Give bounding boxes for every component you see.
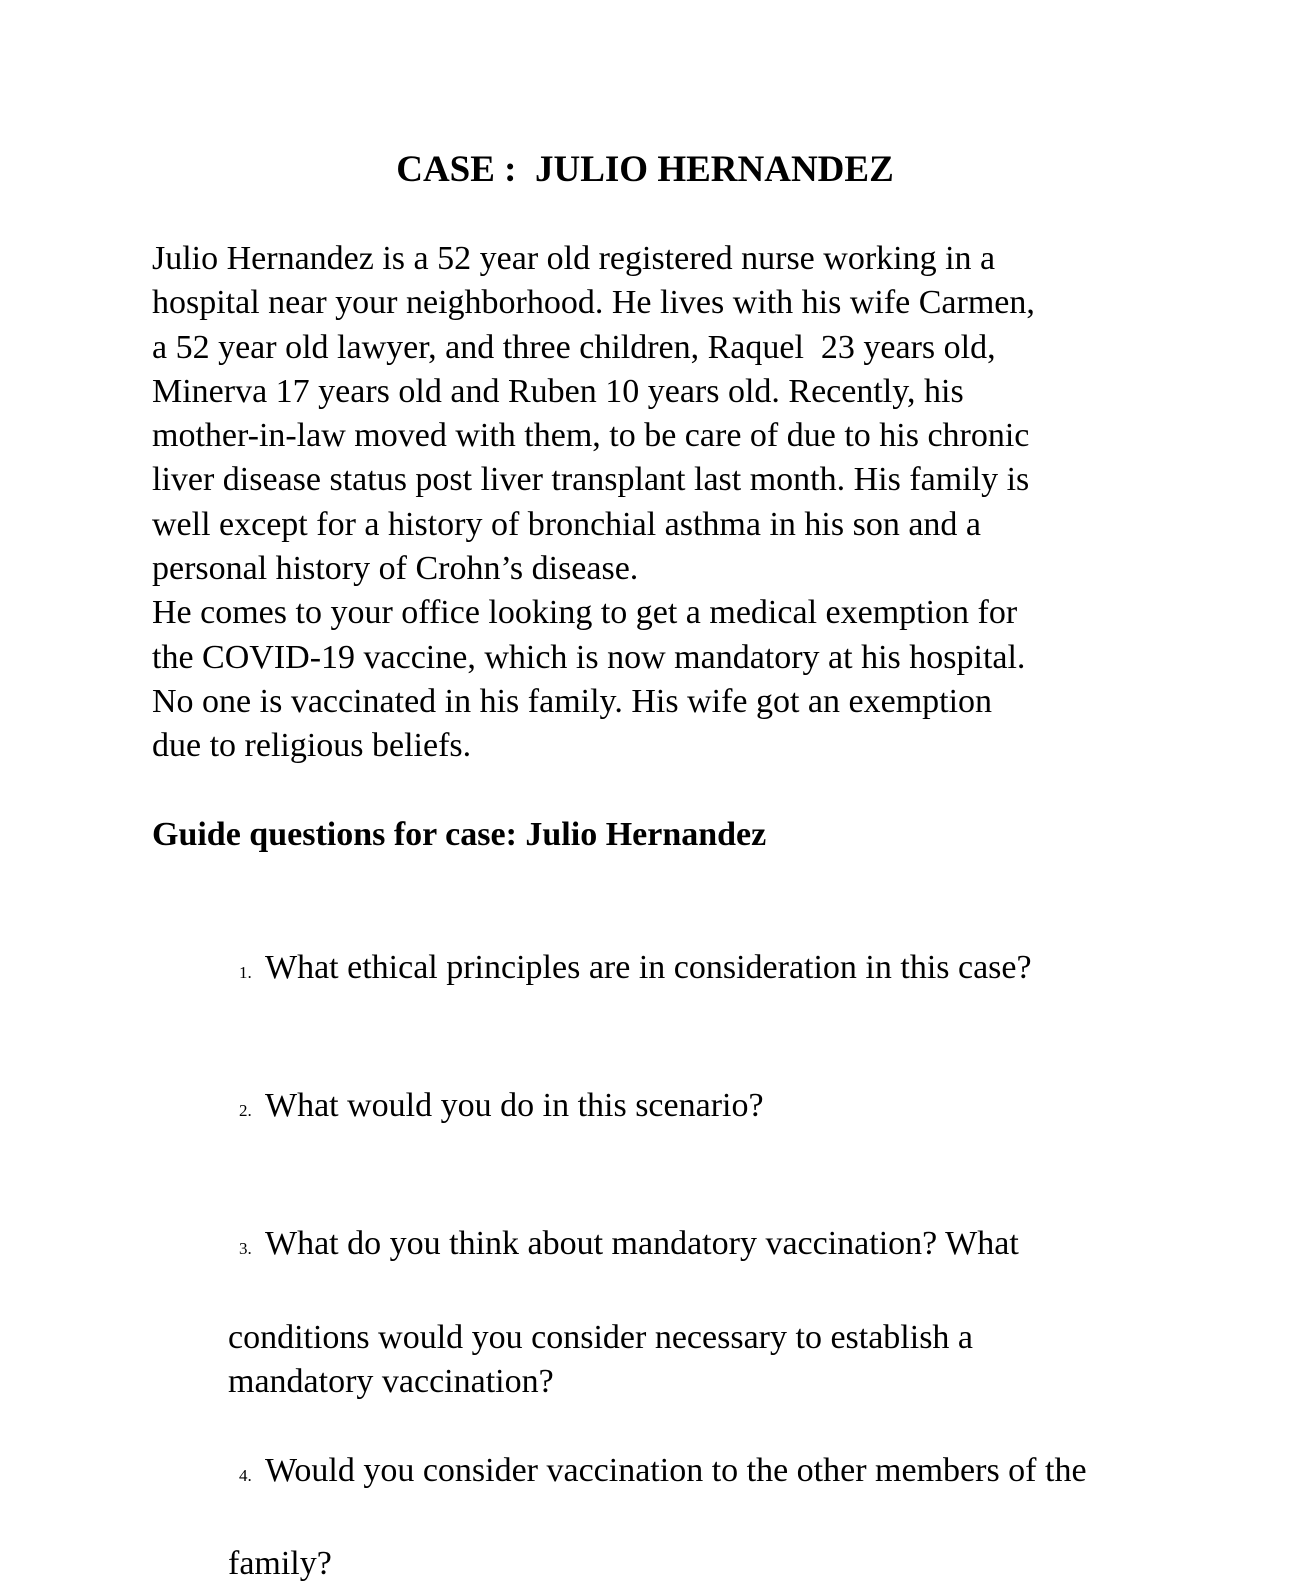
guide-questions-heading: Guide questions for case: Julio Hernandez bbox=[152, 816, 767, 853]
question-item-3 bbox=[188, 1178, 1148, 1316]
case-line: well except for a history of bronchial asthma in his son and a bbox=[152, 505, 981, 543]
question-number: 2. bbox=[239, 1101, 252, 1121]
question-text-continued: mandatory vaccination? bbox=[228, 1362, 554, 1400]
case-line: hospital near your neighborhood. He lives with his wife Carmen, bbox=[152, 284, 1035, 322]
case-line: the COVID-19 vaccine, which is now mandatory at his hospital. bbox=[152, 638, 1026, 676]
question-text-continued: family? bbox=[228, 1545, 332, 1583]
question-number: 1. bbox=[239, 963, 252, 983]
question-text: Would you consider vaccination to the other members of the bbox=[265, 1451, 1087, 1489]
question-text: What do you think about mandatory vaccination? What bbox=[265, 1225, 1019, 1263]
case-line: personal history of Crohn’s disease. bbox=[152, 550, 639, 588]
question-item-2 bbox=[188, 1040, 1148, 1178]
case-line: a 52 year old lawyer, and three children, Raquel 23 years old, bbox=[152, 328, 996, 366]
question-text: What would you do in this scenario? bbox=[265, 1087, 764, 1125]
guide-questions-list bbox=[188, 902, 1148, 1586]
case-line: due to religious beliefs. bbox=[152, 727, 472, 765]
case-line: liver disease status post liver transplant last month. His family is bbox=[152, 461, 1030, 499]
case-line: He comes to your office looking to get a medical exemption for bbox=[152, 594, 1018, 632]
case-title: CASE : JULIO HERNANDEZ bbox=[396, 149, 894, 190]
case-line: Minerva 17 years old and Ruben 10 years old. Recently, his bbox=[152, 372, 964, 410]
question-text: What ethical principles are in consideration in this case? bbox=[265, 949, 1032, 987]
question-item-4 bbox=[188, 1404, 1148, 1542]
case-description bbox=[152, 237, 1152, 769]
case-line: mother-in-law moved with them, to be care of due to his chronic bbox=[152, 417, 1030, 455]
question-text-continued: conditions would you consider necessary to establish a bbox=[228, 1318, 974, 1356]
question-number: 3. bbox=[239, 1239, 252, 1259]
case-line: Julio Hernandez is a 52 year old registered nurse working in a bbox=[152, 240, 996, 277]
case-line: No one is vaccinated in his family. His wife got an exemption bbox=[152, 682, 993, 720]
question-item-1 bbox=[188, 902, 1148, 1040]
question-number: 4. bbox=[239, 1465, 252, 1485]
